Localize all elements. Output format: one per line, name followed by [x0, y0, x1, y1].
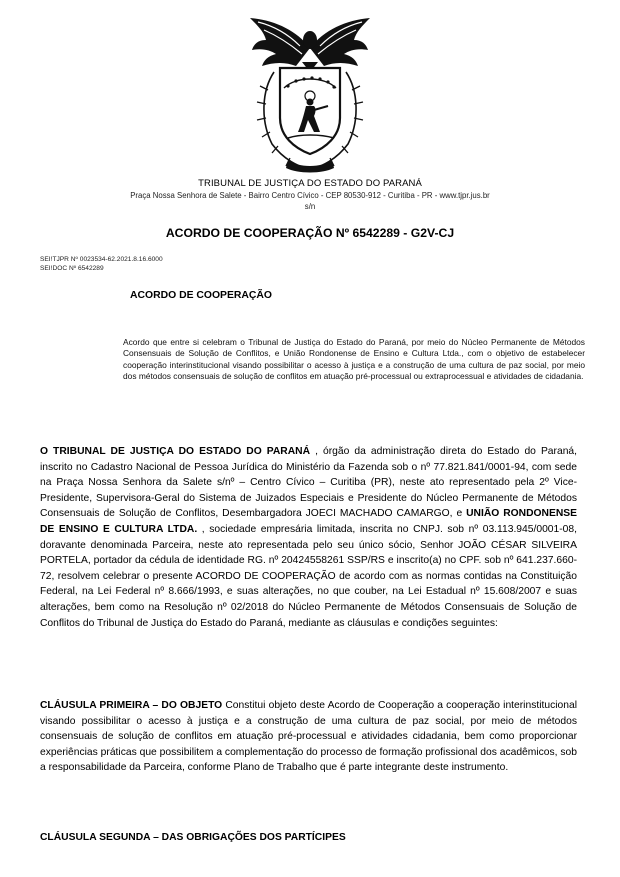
institution-address: [84, 190, 536, 212]
document-subtitle: ACORDO DE COOPERAÇÃO: [130, 290, 273, 301]
document-summary: Acordo que entre si celebram o Tribunal de Justiça do Estado do Paraná, por meio do Núcleo Permanente de Métodos Consensuais de Solução de Conflitos, e União Rondonense de Ensino e Cultura Ltda., com o objetivo de estabelecer cooperação interinstitucional visando possibilitar o acesso à justiça e a construção de uma cultura de paz social, por meio dos métodos consensuais de solução de conflitos em atuação pré-processual ou extraprocessual e atividades de cidadania.: [123, 337, 585, 382]
party1-name: O TRIBUNAL DE JUSTIÇA DO ESTADO DO PARANÁ: [40, 446, 311, 457]
parties-paragraph: [40, 444, 577, 631]
party1-text: , órgão da administração direta do Estado do Paraná, inscrito no Cadastro Nacional de Pessoa Jurídica do Ministério da Fazenda sob o nº 77.821.841/0001-94, com sede na Praça Nossa Senhora da Salete s/nº – Centro Cívico – Curitiba (PR), neste ato representado pela 2º Vice-Presidente, Supervisora-Geral do Sistema de Juizados Especiais e Presidente do Núcleo Permanente de Métodos Consensuais de Solução de Conflitos, Desembargadora JOECI MACHADO CAMARGO, e: [40, 446, 578, 520]
clause-first-title: CLÁUSULA PRIMEIRA – DO OBJETO: [40, 700, 223, 711]
party2-name: UNIÃO RONDONENSE DE ENSINO E CULTURA LTDA.: [40, 508, 577, 535]
parana-coat-of-arms-icon: [244, 10, 376, 176]
institution-name: TRIBUNAL DE JUSTIÇA DO ESTADO DO PARANÁ: [198, 178, 422, 189]
clause-first-text: Constitui objeto deste Acordo de Cooperação a cooperação interinstitucional visando possibilitar o acesso à justiça e a construção de uma cultura de paz social, por meio de métodos consensuais de solução de conflitos em atuação pré-processual e atividades cidadania, bem como proporcionar experiências práticas que possibilitem a complementação do processo de formação profissional dos acadêmicos, sob a responsabilidade da Parceira, conforme Plano de Trabalho que é parte integrante deste instrumento.: [40, 700, 577, 774]
document-references: [40, 255, 163, 273]
clause-first-paragraph: [40, 698, 577, 776]
address-line-2: s/n: [304, 202, 316, 211]
address-line-1: Praça Nossa Senhora de Salete - Bairro Centro Cívico - CEP 80530-912 - Curitiba - PR - www.tjpr.jus.br: [130, 191, 490, 200]
document-title: ACORDO DE COOPERAÇÃO Nº 6542289 - G2V-CJ: [165, 226, 455, 240]
doc-reference: SEI!DOC Nº 6542289: [40, 265, 104, 272]
party2-text: , sociedade empresária limitada, inscrita no CNPJ. sob nº 03.113.945/0001-08, doravante denominada Parceira, neste ato representada pelo seu único sócio, Senhor JOÃO CÉSAR SILVEIRA PORTELA, portador da cédula de identidade RG. nº 20424558261 SSP/RS e inscrito(a) no CPF. sob nº 641.237.660-72, resolvem celebrar o presente ACORDO DE COOPERAÇÃO de acordo com as normas contidas na Constituição Federal, na Lei Federal nº 8.666/1993, e suas alterações, no que couber, na Lei Estadual nº 15.608/2007 e suas alterações, bem como na Resolução nº 02/2018 do Núcleo Permanente de Métodos Consensuais de Solução de Conflitos do Tribunal de Justiça do Estado do Paraná, mediante as cláusulas e condições seguintes:: [40, 523, 577, 629]
process-reference: SEI!TJPR Nº 0023534-62.2021.8.16.6000: [40, 256, 163, 263]
clause-second-title: CLÁUSULA SEGUNDA – DAS OBRIGAÇÕES DOS PARTÍCIPES: [40, 832, 346, 843]
